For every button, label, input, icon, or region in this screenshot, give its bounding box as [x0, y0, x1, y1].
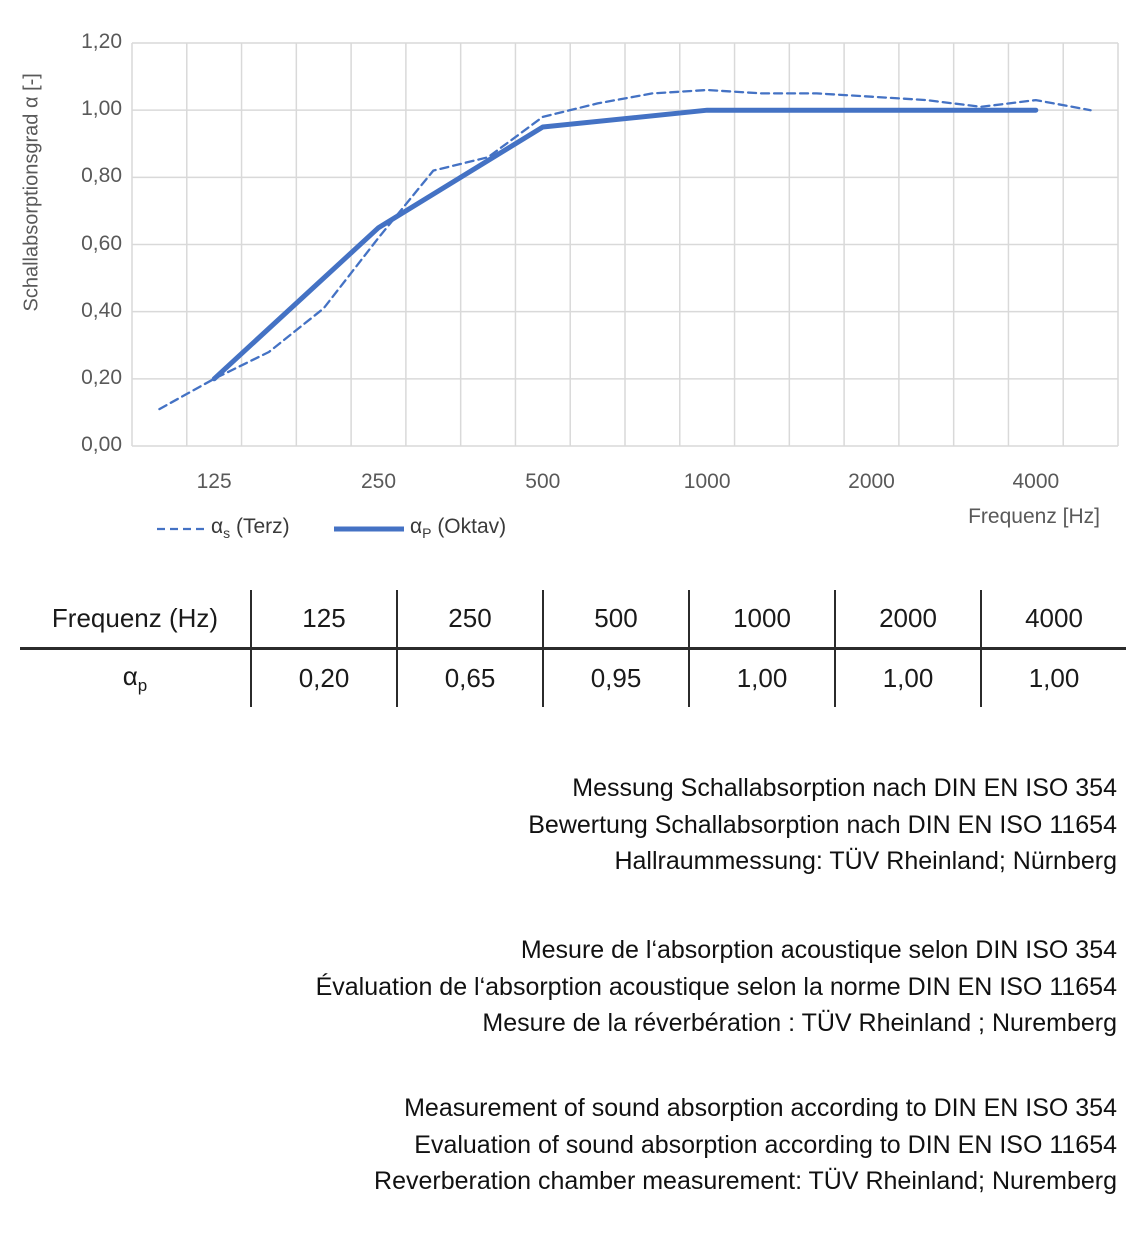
legend-label-solid: $\alpha_P$ (Oktav)	[410, 515, 507, 542]
y-tick-label: 0,40	[81, 298, 122, 322]
note-line: Mesure de la réverbération : TÜV Rheinland ; Nuremberg	[482, 1009, 1117, 1037]
x-tick-label: 1000	[683, 470, 731, 493]
table-header-freq: 500	[543, 590, 689, 649]
note-french	[67, 932, 1117, 1042]
table-header-label: Frequenz (Hz)	[20, 590, 251, 649]
note-line: Evaluation of sound absorption according to DIN EN ISO 11654	[414, 1130, 1117, 1159]
x-axis-title: Frequenz [Hz]	[968, 505, 1100, 528]
table-header-freq: 250	[397, 590, 543, 649]
table-header-freq: 2000	[835, 590, 981, 649]
x-tick-label: 250	[360, 470, 397, 493]
absorption-chart	[0, 0, 1135, 565]
x-tick-label: 500	[525, 470, 561, 493]
table-value-cell: 1,00	[981, 649, 1126, 708]
note-line: Hallraummessung: TÜV Rheinland; Nürnberg	[614, 847, 1117, 875]
note-line: Messung Schallabsorption nach DIN EN ISO 354	[572, 774, 1117, 802]
note-line: Reverberation chamber measurement: TÜV Rheinland; Nuremberg	[374, 1167, 1117, 1195]
table-row-label-alpha-p: $\alpha_p$	[122, 660, 148, 696]
y-axis-title: Schallabsorptionsgrad α [-]	[20, 73, 43, 312]
table-header-freq: 1000	[689, 590, 835, 649]
y-tick-label: 1,20	[81, 30, 122, 53]
y-tick-label: 0,60	[81, 231, 122, 255]
x-tick-label: 4000	[1012, 470, 1060, 493]
table-header-row	[20, 590, 1126, 649]
note-german	[67, 770, 1117, 880]
note-line: Bewertung Schallabsorption nach DIN EN ISO 11654	[528, 810, 1117, 839]
note-line: Évaluation de l‘absorption acoustique selon la norme DIN EN ISO 11654	[315, 972, 1117, 1001]
y-tick-label: 1,00	[81, 97, 122, 121]
table-header-freq: 125	[251, 590, 397, 649]
table-value-cell: 0,65	[397, 649, 543, 708]
note-line: Measurement of sound absorption according to DIN EN ISO 354	[404, 1094, 1117, 1122]
y-tick-label: 0,00	[81, 433, 122, 456]
table-value-cell: 1,00	[689, 649, 835, 708]
table-value-cell: 1,00	[835, 649, 981, 708]
table-header-freq: 4000	[981, 590, 1126, 649]
y-tick-label: 0,80	[81, 164, 122, 188]
x-tick-label: 2000	[848, 470, 895, 493]
y-tick-label: 0,20	[81, 365, 122, 389]
legend-label-dashed: $\alpha_s$ (Terz)	[211, 515, 290, 542]
absorption-table	[20, 590, 1126, 707]
note-english	[67, 1090, 1117, 1200]
x-tick-label: 125	[196, 470, 232, 493]
table-value-row	[20, 649, 1126, 708]
table-value-cell: 0,20	[251, 649, 397, 708]
table-value-cell: 0,95	[543, 649, 689, 708]
note-line: Mesure de l‘absorption acoustique selon DIN ISO 354	[520, 936, 1117, 964]
